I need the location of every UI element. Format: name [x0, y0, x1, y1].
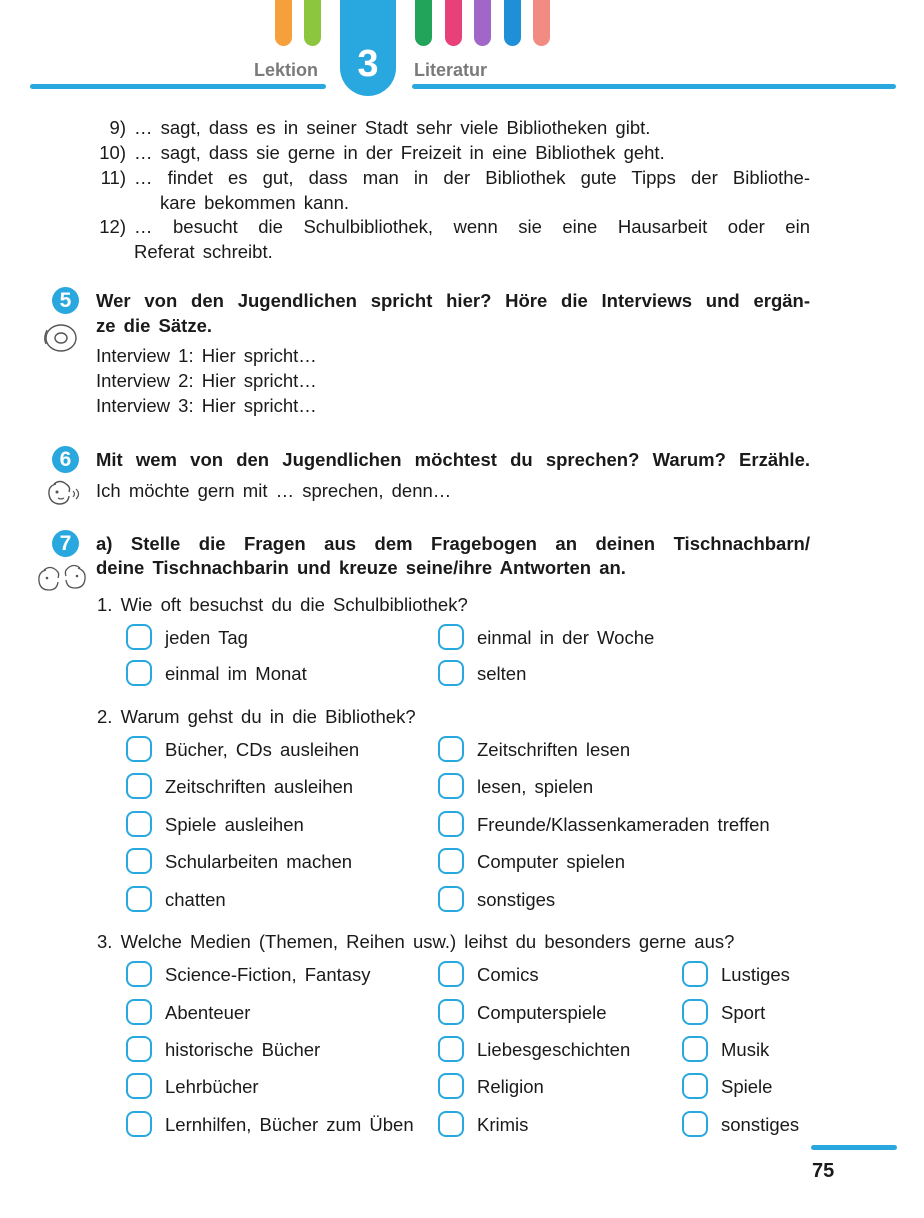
statement-number: 9): [109, 117, 126, 138]
answer-checkbox[interactable]: [126, 624, 152, 650]
lesson-label: Lektion: [254, 60, 319, 80]
cd-icon: [40, 320, 80, 356]
statement-text: … sagt, dass sie gerne in der Freizeit in eine Bibliothek geht.: [134, 142, 665, 163]
statement-text: Referat schreibt.: [134, 241, 273, 262]
two-faces-dialogue-icon: [36, 562, 88, 596]
answer-checkbox[interactable]: [682, 1111, 708, 1137]
answer-checkbox[interactable]: [438, 886, 464, 912]
answer-label: historische Bücher: [165, 1039, 321, 1060]
answer-label: Computerspiele: [477, 1002, 607, 1023]
question-text: 2. Warum gehst du in die Bibliothek?: [97, 706, 416, 727]
answer-checkbox[interactable]: [438, 624, 464, 650]
answer-checkbox[interactable]: [126, 773, 152, 799]
color-tab: [474, 0, 491, 46]
task-instruction: Mit wem von den Jugendlichen möchtest du sprechen? Warum? Erzähle.: [96, 449, 810, 470]
statement-text: kare bekommen kann.: [160, 192, 350, 213]
answer-checkbox[interactable]: [438, 736, 464, 762]
color-tab: [533, 0, 550, 46]
statement-text: … sagt, dass es in seiner Stadt sehr viele Bibliotheken gibt.: [134, 117, 651, 138]
interview-line: Interview 3: Hier spricht…: [96, 395, 317, 416]
answer-checkbox[interactable]: [126, 1111, 152, 1137]
answer-label: selten: [477, 663, 527, 684]
answer-label: Freunde/Klassenkameraden treffen: [477, 814, 770, 835]
interview-line: Interview 2: Hier spricht…: [96, 370, 317, 391]
answer-label: Musik: [721, 1039, 770, 1060]
answer-checkbox[interactable]: [682, 1073, 708, 1099]
answer-checkbox[interactable]: [126, 736, 152, 762]
answer-checkbox[interactable]: [438, 999, 464, 1025]
statement-number: 10): [99, 142, 126, 163]
footer-rule: [811, 1145, 897, 1150]
answer-label: Science-Fiction, Fantasy: [165, 964, 371, 985]
answer-checkbox[interactable]: [438, 811, 464, 837]
answer-checkbox[interactable]: [682, 999, 708, 1025]
answer-label: jeden Tag: [165, 627, 248, 648]
task-number-badge: 7: [52, 530, 79, 557]
task-instruction: ze die Sätze.: [96, 315, 213, 336]
answer-checkbox[interactable]: [682, 1036, 708, 1062]
header-rule-right: [412, 84, 896, 89]
answer-label: Krimis: [477, 1114, 529, 1135]
interview-line: Interview 1: Hier spricht…: [96, 345, 317, 366]
color-tab: [304, 0, 321, 46]
answer-label: Spiele ausleihen: [165, 814, 304, 835]
answer-label: Schularbeiten machen: [165, 851, 353, 872]
answer-label: Liebesgeschichten: [477, 1039, 631, 1060]
answer-label: Abenteuer: [165, 1002, 251, 1023]
answer-checkbox[interactable]: [126, 886, 152, 912]
page-number: 75: [812, 1160, 835, 1182]
answer-label: Zeitschriften ausleihen: [165, 776, 354, 797]
answer-checkbox[interactable]: [126, 660, 152, 686]
answer-checkbox[interactable]: [438, 848, 464, 874]
answer-checkbox[interactable]: [438, 773, 464, 799]
answer-label: chatten: [165, 889, 226, 910]
statement-number: 12): [99, 216, 126, 237]
answer-checkbox[interactable]: [682, 961, 708, 987]
topic-label: Literatur: [414, 60, 488, 80]
task-prompt: Ich möchte gern mit … sprechen, denn…: [96, 480, 452, 501]
lesson-number-badge: 3: [340, 0, 396, 96]
task-number-badge: 5: [52, 287, 79, 314]
answer-checkbox[interactable]: [126, 1036, 152, 1062]
question-text: 3. Welche Medien (Themen, Reihen usw.) leihst du besonders gerne aus?: [97, 931, 735, 952]
answer-label: einmal in der Woche: [477, 627, 655, 648]
answer-label: einmal im Monat: [165, 663, 307, 684]
answer-checkbox[interactable]: [126, 961, 152, 987]
color-tab: [415, 0, 432, 46]
task-instruction: Wer von den Jugendlichen spricht hier? Höre die Interviews und ergän-: [96, 290, 810, 311]
question-text: 1. Wie oft besuchst du die Schulbibliothek?: [97, 594, 468, 615]
answer-checkbox[interactable]: [126, 999, 152, 1025]
statement-text: … besucht die Schulbibliothek, wenn sie eine Hausarbeit oder ein: [134, 216, 810, 237]
answer-checkbox[interactable]: [438, 961, 464, 987]
answer-label: Lehrbücher: [165, 1076, 259, 1097]
answer-label: Religion: [477, 1076, 544, 1097]
answer-label: Sport: [721, 1002, 766, 1023]
answer-checkbox[interactable]: [438, 1073, 464, 1099]
answer-checkbox[interactable]: [126, 811, 152, 837]
answer-checkbox[interactable]: [126, 848, 152, 874]
task-instruction: a) Stelle die Fragen aus dem Fragebogen an deinen Tischnachbarn/: [96, 533, 810, 554]
answer-label: Comics: [477, 964, 539, 985]
answer-label: Zeitschriften lesen: [477, 739, 631, 760]
answer-label: sonstiges: [721, 1114, 800, 1135]
color-tab: [275, 0, 292, 46]
header-rule-left: [30, 84, 326, 89]
task-instruction: deine Tischnachbarin und kreuze seine/ihre Antworten an.: [96, 557, 626, 578]
answer-label: lesen, spielen: [477, 776, 594, 797]
statement-text: … findet es gut, dass man in der Bibliothek gute Tipps der Bibliothe-: [134, 167, 810, 188]
answer-checkbox[interactable]: [438, 1036, 464, 1062]
answer-checkbox[interactable]: [438, 660, 464, 686]
answer-label: Bücher, CDs ausleihen: [165, 739, 360, 760]
color-tab: [504, 0, 521, 46]
answer-checkbox[interactable]: [438, 1111, 464, 1137]
statement-number: 11): [100, 167, 126, 188]
task-number-badge: 6: [52, 446, 79, 473]
answer-label: Spiele: [721, 1076, 773, 1097]
answer-label: Lernhilfen, Bücher zum Üben: [165, 1114, 414, 1135]
answer-label: Lustiges: [721, 964, 790, 985]
answer-label: sonstiges: [477, 889, 556, 910]
answer-checkbox[interactable]: [126, 1073, 152, 1099]
answer-label: Computer spielen: [477, 851, 625, 872]
speaking-face-icon: [44, 478, 84, 508]
color-tab: [445, 0, 462, 46]
